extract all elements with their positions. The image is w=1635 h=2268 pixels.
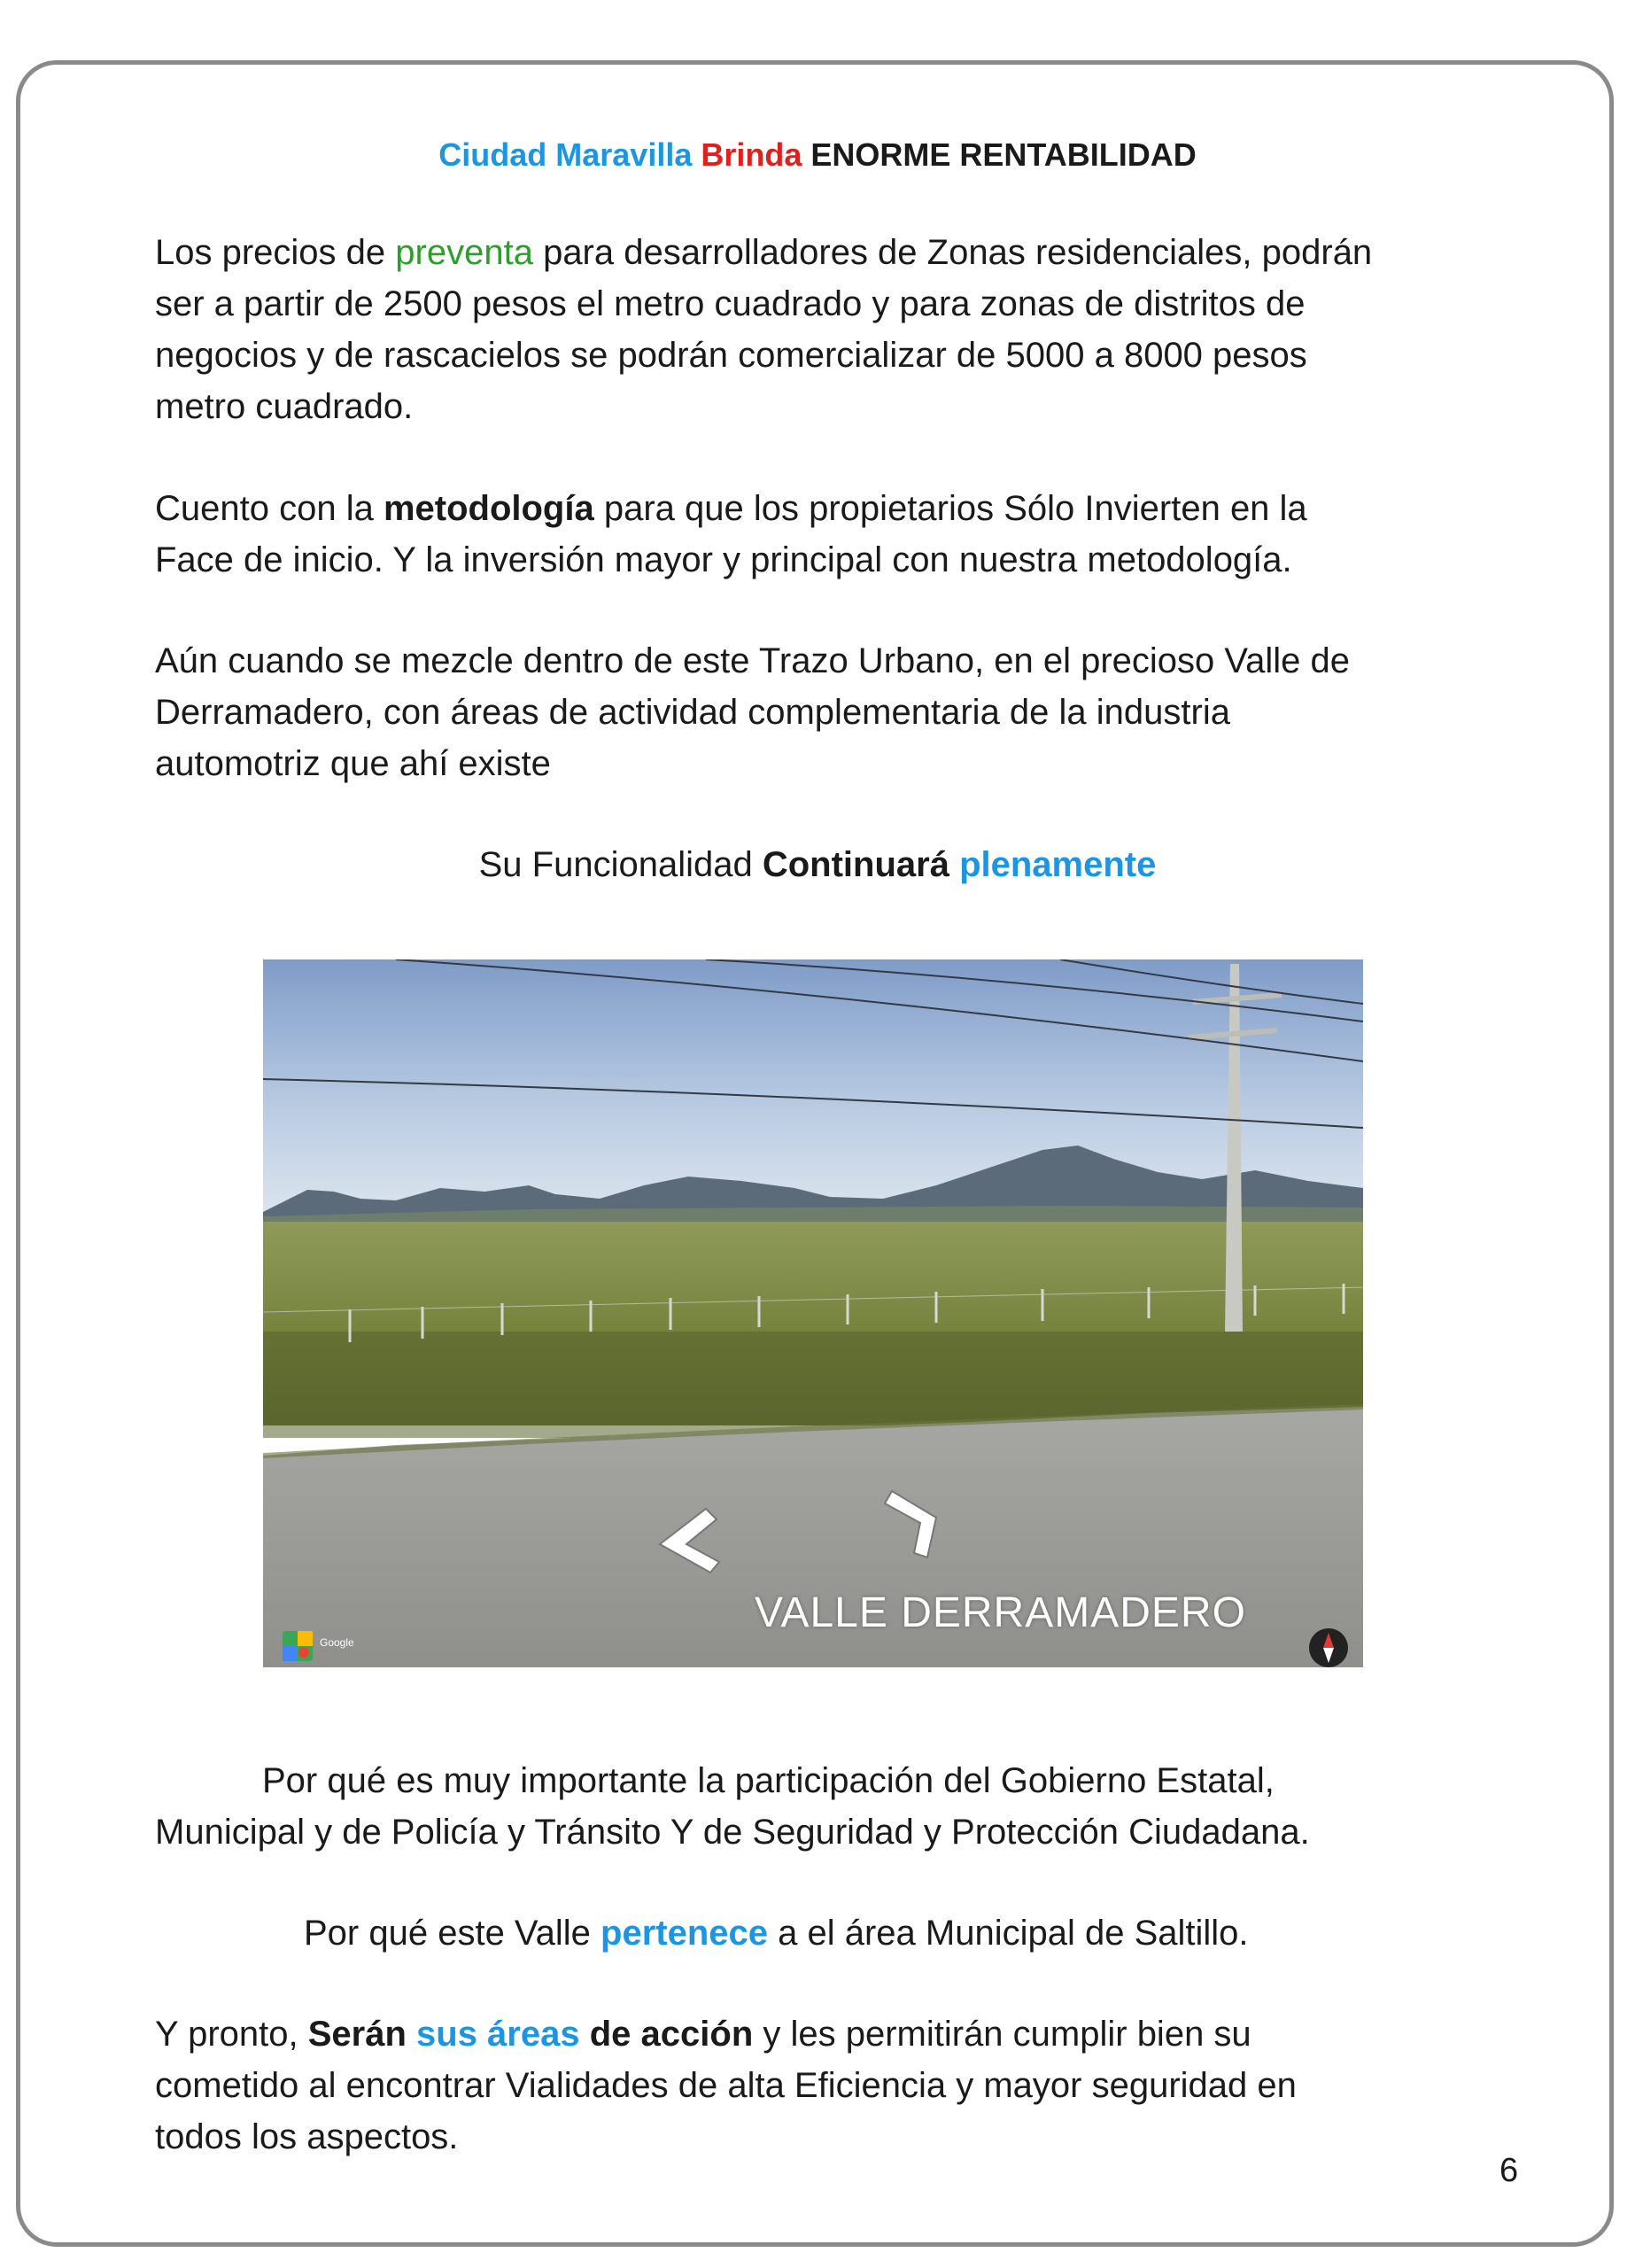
preventa-highlight: preventa — [395, 233, 533, 272]
paragraph-line — [155, 483, 1307, 534]
page-title — [0, 133, 1635, 177]
paragraph-funcionalidad — [0, 839, 1635, 890]
paragraph-line: cometido al encontrar Vialidades de alta Eficiencia y mayor seguridad en — [155, 2066, 1297, 2105]
paragraph-preventa — [155, 227, 1372, 432]
paragraph-saltillo — [304, 1907, 1249, 1959]
title-rentabilidad: ENORME RENTABILIDAD — [810, 136, 1197, 173]
paragraph-line: automotriz que ahí existe — [155, 744, 551, 783]
paragraph-line: ser a partir de 2500 pesos el metro cuadrado y para zonas de distritos de — [155, 284, 1306, 323]
paragraph-line: negocios y de rascacielos se podrán comercializar de 5000 a 8000 pesos — [155, 336, 1307, 375]
paragraph-areas-accion — [155, 2008, 1297, 2163]
text-span: Cuento con la — [155, 489, 384, 528]
text-span: Y pronto, — [155, 2015, 308, 2054]
sus-areas-highlight: sus áreas — [416, 2015, 580, 2054]
page-number: 6 — [1499, 2152, 1519, 2189]
metodologia-bold: metodología — [383, 489, 594, 528]
google-maps-icon — [283, 1631, 313, 1661]
paragraph-line: Face de inicio. Y la inversión mayor y principal con nuestra metodología. — [155, 540, 1292, 579]
plenamente-highlight: plenamente — [959, 845, 1157, 884]
text-span: Los precios de — [155, 233, 396, 272]
title-city-name: Ciudad Maravilla — [438, 136, 693, 173]
title-brinda: Brinda — [701, 136, 802, 173]
paragraph-line — [155, 227, 1372, 278]
paragraph-line: metro cuadrado. — [155, 387, 414, 426]
paragraph-line: Derramadero, con áreas de actividad complementaria de la industria — [155, 693, 1230, 732]
paragraph-line: todos los aspectos. — [155, 2117, 459, 2156]
de-accion-bold: de acción — [589, 2015, 754, 2054]
google-brand-label: Google — [320, 1636, 354, 1649]
text-span: y les permitirán cumplir bien su — [753, 2015, 1251, 2054]
photo-caption: VALLE DERRAMADERO — [755, 1589, 1246, 1636]
paragraph-metodologia — [155, 483, 1307, 586]
seran-bold: Serán — [307, 2015, 407, 2054]
text-span: Por qué este Valle — [304, 1914, 601, 1953]
paragraph-gobierno — [155, 1755, 1310, 1858]
paragraph-line: Aún cuando se mezcle dentro de este Trazo Urbano, en el precioso Valle de — [155, 641, 1350, 680]
paragraph-line: Municipal y de Policía y Tránsito Y de Seguridad y Protección Ciudadana. — [155, 1813, 1310, 1852]
landscape-illustration — [263, 959, 1363, 1667]
text-span: para desarrolladores de Zonas residenciales, podrán — [532, 233, 1373, 272]
text-span: a el área Municipal de Saltillo. — [768, 1914, 1249, 1953]
valle-derramadero-photo — [263, 959, 1363, 1667]
paragraph-line — [155, 2008, 1297, 2060]
continuara-bold: Continuará — [762, 845, 949, 884]
text-span: para que los propietarios Sólo Invierten en la — [593, 489, 1307, 528]
paragraph-trazo-urbano — [155, 635, 1350, 789]
compass-icon — [1309, 1628, 1348, 1667]
text-span: Su Funcionalidad — [478, 845, 763, 884]
paragraph-line: Por qué es muy importante la participación del Gobierno Estatal, — [262, 1761, 1275, 1800]
pertenece-highlight: pertenece — [601, 1914, 769, 1953]
